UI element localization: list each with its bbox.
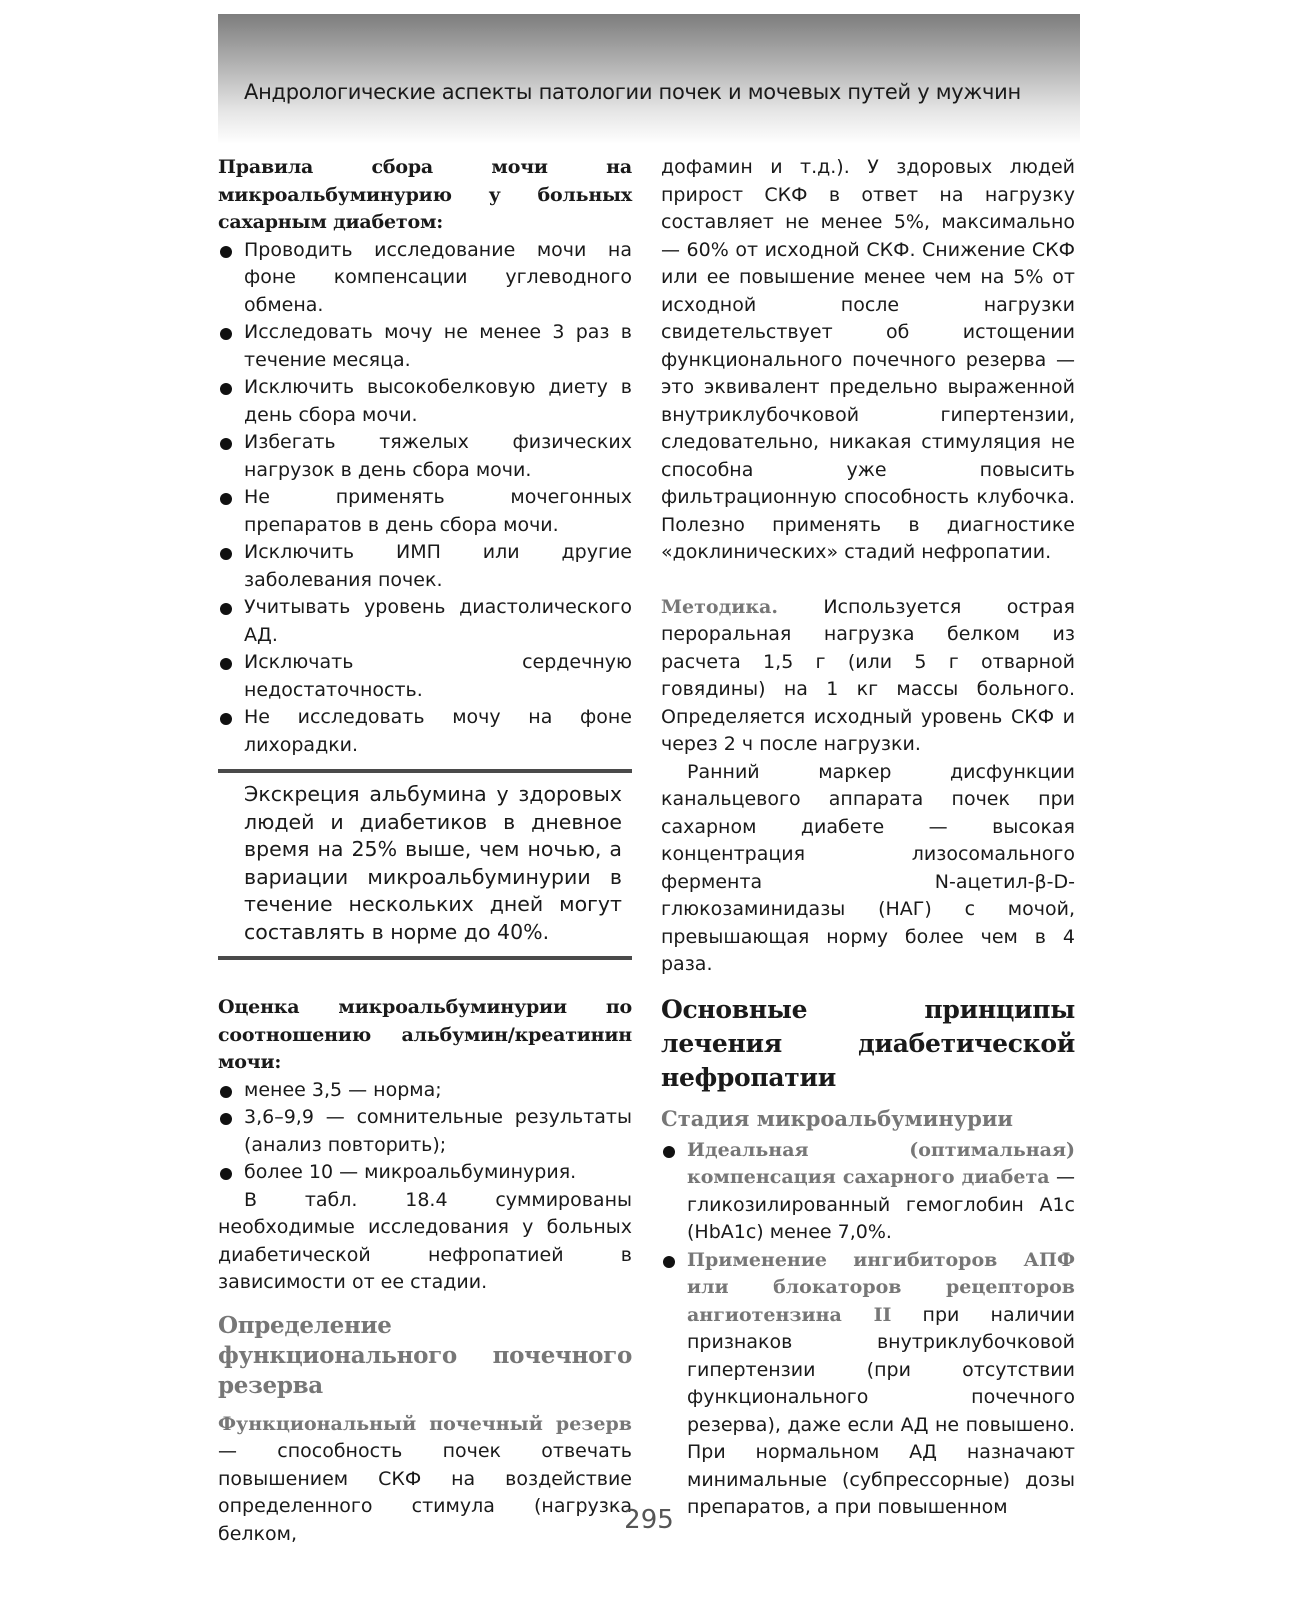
rules-title: Правила сбора мочи на микроальбуминурию у больных сахарным диабетом: (218, 156, 632, 233)
list-item: Не исследовать мочу на фоне лихорадки. (218, 704, 632, 759)
list-item: Учитывать уровень диастолического АД. (218, 594, 632, 649)
item-text: при наличии признаков внутриклубочковой гипертензии (при отсутствии функционального почечного резерва), даже если АД не повышено. При нормальном АД назначают минимальные (субпрессорные) дозы препаратов, а при повышенном (687, 1303, 1075, 1518)
principles-heading: Основные принципы лечения диабетической нефропатии (661, 994, 1075, 1092)
list-item: Не применять мочегонных препаратов в день сбора мочи. (218, 484, 632, 539)
callout-box (218, 769, 632, 960)
running-header-title: Андрологические аспекты патологии почек и мочевых путей у мужчин (244, 80, 1021, 104)
continuation-paragraph: дофамин и т.д.). У здоровых людей прирост СКФ в ответ на нагрузку составляет не менее 5%, максимально — 60% от исходной СКФ. Снижение СКФ или ее повышение менее чем на 5% от исходной после нагрузки свидетельствует об истощении функционального почечного резерва — это эквивалент предельно выраженной внутриклубочковой гипертензии, следовательно, никакая стимуляция не способна уже повысить фильтрационную способность клубочка. Полезно применять в диагностике «доклинических» стадий нефропатии. (661, 156, 1075, 563)
list-item: Исключить высокобелковую диету в день сбора мочи. (218, 374, 632, 429)
right-column (661, 154, 1075, 1522)
ratio-title: Оценка микроальбуминурии по соотношению альбумин/креатинин мочи: (218, 996, 632, 1073)
running-header (218, 14, 1080, 144)
reserve-text: — способность почек отвечать повышением СКФ на воздействие определенного стимула (нагрузка белком, (218, 1440, 632, 1545)
item-text: — гликозилированный гемоглобин A1c (HbA1c) менее 7,0%. (687, 1166, 1075, 1243)
list-item: Избегать тяжелых физических нагрузок в день сбора мочи. (218, 429, 632, 484)
reserve-heading: Определение функционального почечного резерва (218, 1311, 632, 1399)
table-reference-paragraph: В табл. 18.4 суммированы необходимые исследования у больных диабетической нефропатией в зависимости от ее стадии. (218, 1188, 632, 1293)
method-paragraph (661, 594, 1075, 759)
callout-text: Экскреция альбумина у здоровых людей и диабетиков в дневное время на 25% выше, чем ночью, а вариации микроальбуминурии в течение нескольких дней могут составлять в норме до 40%. (244, 782, 622, 944)
ratio-list (218, 1077, 632, 1187)
list-item: Исследовать мочу не менее 3 раз в течение месяца. (218, 319, 632, 374)
list-item (661, 1247, 1075, 1522)
list-item: Исключить ИМП или другие заболевания почек. (218, 539, 632, 594)
stage-heading: Стадия микроальбуминурии (661, 1105, 1013, 1131)
list-item: Исключать сердечную недостаточность. (218, 649, 632, 704)
list-item: менее 3,5 — норма; (218, 1077, 632, 1105)
list-item: 3,6–9,9 — сомнительные результаты (анализ повторить); (218, 1104, 632, 1159)
principles-list (661, 1137, 1075, 1522)
list-item: более 10 — микроальбуминурия. (218, 1159, 632, 1187)
left-column (218, 154, 632, 1548)
method-term: Методика. (661, 595, 778, 618)
item-term: Идеальная (оптимальная) компенсация сахарного диабета (687, 1138, 1075, 1188)
page-number: 295 (624, 1505, 674, 1535)
list-item: Проводить исследование мочи на фоне компенсации углеводного обмена. (218, 237, 632, 320)
method-text: Используется острая пероральная нагрузка белком из расчета 1,5 г (или 5 г отварной говядины) на 1 кг массы больного. Определяется исходный уровень СКФ и через 2 ч после нагрузки. (661, 595, 1075, 755)
reserve-term: Функциональный почечный резерв (218, 1412, 632, 1435)
list-item (661, 1137, 1075, 1247)
item-term: Применение ингибиторов АПФ или блокаторов рецепторов ангиотензина II (687, 1248, 1075, 1326)
rules-list (218, 237, 632, 760)
marker-paragraph: Ранний маркер дисфункции канальцевого аппарата почек при сахарном диабете — высокая концентрация лизосомального фермента N-ацетил-β-D-глюкозаминидазы (НАГ) с мочой, превышающая норму более чем в 4 раза. (661, 760, 1075, 975)
